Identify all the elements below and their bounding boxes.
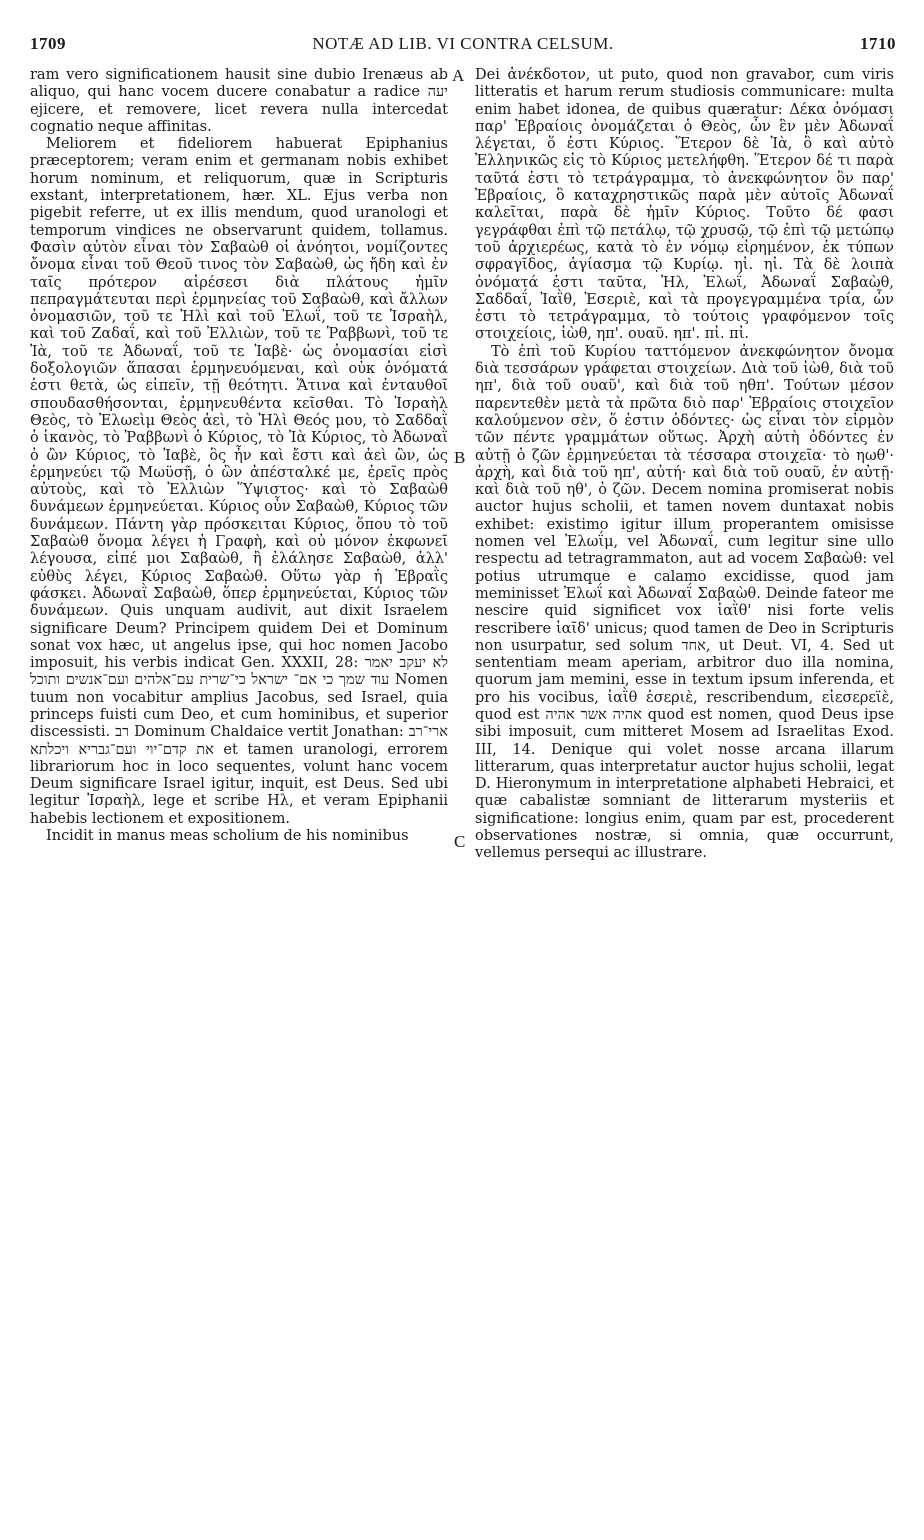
right-paragraph-1: Dei ἀνέκδοτον, ut puto, quod non gravabor, cum viris litteratis et harum rerum studiosis communicare: multa enim habet idonea, de quibus quæratur: Δέκα ὀνόμασι παρ' Ἑβραίοις ὀνομάζεται ὁ Θεὸς, ὧν ἓν μὲν Ἀδωναΐ λέγεται, ὅ ἐστι Κύριος. Ἕτερον δὲ Ἰὰ, ὃ καὶ αὐτὸ Ἑλληνικῶς εἰς τὸ Κύριος μετελήφθη. Ἕτερον δέ τι παρὰ ταῦτά ἐστι τὸ τετράγραμμα, τὸ ἀνεκφώνητον ὃν παρ' Ἑβραίοις, ὃ καταχρηστικῶς παρὰ μὲν αὐτοῖς Ἀδωναΐ καλεῖται, παρὰ δὲ ἡμῖν Κύριος. Τοῦτο δέ φασι γεγράφθαι ἐπὶ τῷ πετάλῳ, τῷ χρυσῷ, τῷ ἐπὶ τῷ μετώπῳ τοῦ ἀρχιερέως, κατὰ τὸ ἐν νόμῳ εἰρημένον, ἐκ τύπων σφραγῖδος, ἁγίασμα τῷ Κυρίῳ. ηἰ. ηἰ. Τὰ δὲ λοιπὰ ὀνόματά ἐστι ταῦτα, Ἠλ, Ἐλωΐ, Ἀδωναΐ Σαβαὼθ, Σαδδαΐ, Ἰαῒθ, Ἐσεριὲ, καὶ τὰ προγεγραμμένα τρία, ὧν ἐστι τὸ τετράγραμμα, τὸ τούτοις γραφόμενον τοῖς στοιχείοις, ἰὼθ, ηπ'. ουαῦ. ηπ'. πἰ. πἰ.	[475, 67, 894, 343]
left-column	[30, 67, 448, 845]
margin-letter-c: C	[454, 832, 466, 851]
margin-letter-a: A	[452, 66, 465, 85]
running-title: NOTÆ AD LIB. VI CONTRA CELSUM.	[312, 34, 614, 53]
page-header	[30, 34, 896, 56]
left-paragraph-1: ram vero significationem hausit sine dubio Irenæus ab aliquo, qui hanc vocem ducere conabatur a radice יעה ejicere, et removere, licet revera nulla intercedat cognatio neque affinitas.	[30, 67, 448, 135]
right-column	[475, 67, 894, 863]
page-number-right: 1710	[860, 34, 896, 53]
left-paragraph-3: Incidit in manus meas scholium de his nominibus	[46, 828, 409, 845]
page-number-left: 1709	[30, 34, 66, 53]
left-paragraph-2: Meliorem et fideliorem habuerat Epiphanius præceptorem; veram enim et germanam nobis exhibet horum nominum, et reliquorum, quæ in Scripturis exstant, interpretationem, hær. XL. Ejus verba non pigebit referre, ut ex illis mendum, quod uranologi et temporum vindices ne observarunt quidem, tollamus. Φασὶν αὐτὸν εἶναι τὸν Σαβαὼθ οἱ ἀνόητοι, νομίζοντες ὄνομα εἶναι τοῦ Θεοῦ τινος τὸν Σαβαὼθ, ὡς ἤδη καὶ ἐν ταῖς πρότερον αἱρέσεσι διὰ πλάτους ἡμῖν πεπραγμάτευται περὶ ἑρμηνείας τοῦ Σαβαὼθ, καὶ ἄλλων ὀνομασιῶν, τοῦ τε Ἠλὶ καὶ τοῦ Ἐλωΐ, τοῦ τε Ἰσραὴλ, καὶ τοῦ Ζαδαΐ, καὶ τοῦ Ἐλλιὼν, τοῦ τε Ῥαββωνὶ, τοῦ τε Ἰὰ, τοῦ τε Ἀδωναΐ, τοῦ τε Ἰαβὲ· ὡς ὀνομασίαι εἰσὶ δοξολογιῶν ἅπασαι ἑρμηνευόμεναι, καὶ οὐκ ὀνόματά ἐστι θετὰ, ὡς εἰπεῖν, τῇ θεότητι. Ἅτινα καὶ ἐνταυθοῖ σπουδασθήσονται, ἑρμηνευθέντα κεῖσθαι. Τὸ Ἰσραὴλ Θεὸς, τὸ Ἐλωεὶμ Θεὸς ἀεὶ, τὸ Ἠλὶ Θεός μου, τὸ Σαδδαῒ ὁ ἱκανὸς, τὸ Ῥαββωνὶ ὁ Κύριος, τὸ Ἰὰ Κύριος, τὸ Ἀδωναῒ ὁ ὢν Κύριος, τὸ Ἰαβὲ, ὃς ἦν καὶ ἔστι καὶ ἀεὶ ὢν, ὡς ἑρμηνεύει τῷ Μωϋσῇ, ὁ ὢν ἀπέσταλκέ με, ἐρεῖς πρὸς αὐτοὺς, καὶ τὸ Ἐλλιὼν Ὕψιστος· καὶ τὸ Σαβαὼθ δυνάμεων ἑρμηνεύεται. Κύριος οὖν Σαβαὼθ, Κύριος τῶν δυνάμεων. Πάντη γὰρ πρόσκειται Κύριος, ὅπου τὸ τοῦ Σαβαὼθ ὄνομα λέγει ἡ Γραφὴ, καὶ οὐ μόνον ἐκφωνεῖ λέγουσα, εἰπέ μοι Σαβαὼθ, ἢ ἐλάλησε Σαβαὼθ, ἀλλ' εὐθὺς λέγει, Κύριος Σαβαὼθ. Οὕτω γὰρ ἡ Ἑβραῒς φάσκει. Ἀδωναῒ Σαβαὼθ, ὅπερ ἑρμηνεύεται, Κύριος τῶν δυνάμεων. Quis unquam audivit, aut dixit Israelem significare Deum? Principem quidem Dei et Dominum sonat vox hæc, ut angelus ipse, qui hoc nomen Jacobo imposuit, his verbis indicat Gen. XXXII, 28: לא יעקב יאמר עוד שמך כי אם־ ישראל כי־שרית עם־אלהים ועם־אנשים ותוכל Nomen tuum non vocabitur amplius Jacobus, sed Israel, quia princeps fuisti cum Deo, et cum hominibus, et superior discessisti. רב Dominum Chaldaice vertit Jonathan: ארי־רב את קדם־יוי ועם־גבריא ויכלתא et tamen uranologi, errorem librariorum hoc in loco sequentes, volunt hanc vocem Deum significare Israel igitur, inquit, est Deus. Sed ubi legitur Ἰσραὴλ, lege et scribe Ηλ, et veram Epiphanii habebis lectionem et expositionem.	[30, 136, 448, 827]
margin-letter-b: B	[454, 448, 466, 467]
right-paragraph-2: Τὸ ἐπὶ τοῦ Κυρίου ταττόμενον ἀνεκφώνητον ὄνομα διὰ τεσσάρων γράφεται στοιχείων. Διὰ τοῦ ἰὼθ, διὰ τοῦ ηπ', διὰ τοῦ ουαῦ', καὶ διὰ τοῦ ηθπ'. Τούτων μέσον παρεντεθὲν μετὰ τὰ πρῶτα διὸ παρ' Ἑβραίοις στοιχεῖον καλούμενον σὲν, ὅ ἐστιν ὀδόντες· ὡς εἶναι τὸν εἱρμὸν τῶν πέντε γραμμάτων οὕτως. Ἀρχὴ αὐτὴ ὀδόντες ἐν αὐτῇ ὁ ζῶν ἑρμηνεύεται τὰ τέσσαρα στοιχεῖα· τὸ ηωθ'· ἀρχὴ, καὶ διὰ τοῦ ηπ', αὐτή· καὶ διὰ τοῦ ουαῦ, ἐν αὐτῇ· καὶ διὰ τοῦ ηθ', ὁ ζῶν. Decem nomina promiserat nobis auctor hujus scholii, et tamen novem duntaxat nobis exhibet: existimo igitur illum properantem omisisse nomen vel Ἐλωΐμ, vel Ἀδωναΐ, cum legitur sine ullo respectu ad tetragrammaton, aut ad vocem Σαβαὼθ: vel potius utrumque e calamo excidisse, quod jam meminisset Ἐλωΐ καὶ Ἀδωναΐ Σαβαὼθ. Deinde fateor me nescire quid significet vox ἰαῒθ' nisi forte velis rescribere ἰαῖδ' unicus; quod tamen de Deo in Scripturis non usurpatur, sed solum אחד, ut Deut. VI, 4. Sed ut sententiam meam aperiam, arbitror duo illa nomina, quorum jam memini, esse in textum ipsum inferenda, et pro his vocibus, ἰαῒθ ἐσεριὲ, rescribendum, εἰεσερεϊὲ, quod est אהיה אשר אהיה quod est nomen, quod Deus ipse sibi imposuit, cum mitteret Mosem ad Israelitas Exod. III, 14. Denique qui volet nosse arcana illarum litterarum, quas interpretatur auctor hujus scholii, legat D. Hieronymum in interpretatione alphabeti Hebraici, et quæ cabalistæ somniant de litterarum mysteriis et significatione: longius enim, quam par est, procederent observationes nostræ, si omnia, quæ occurrunt, vellemus persequi ac illustrare.	[475, 343, 895, 862]
